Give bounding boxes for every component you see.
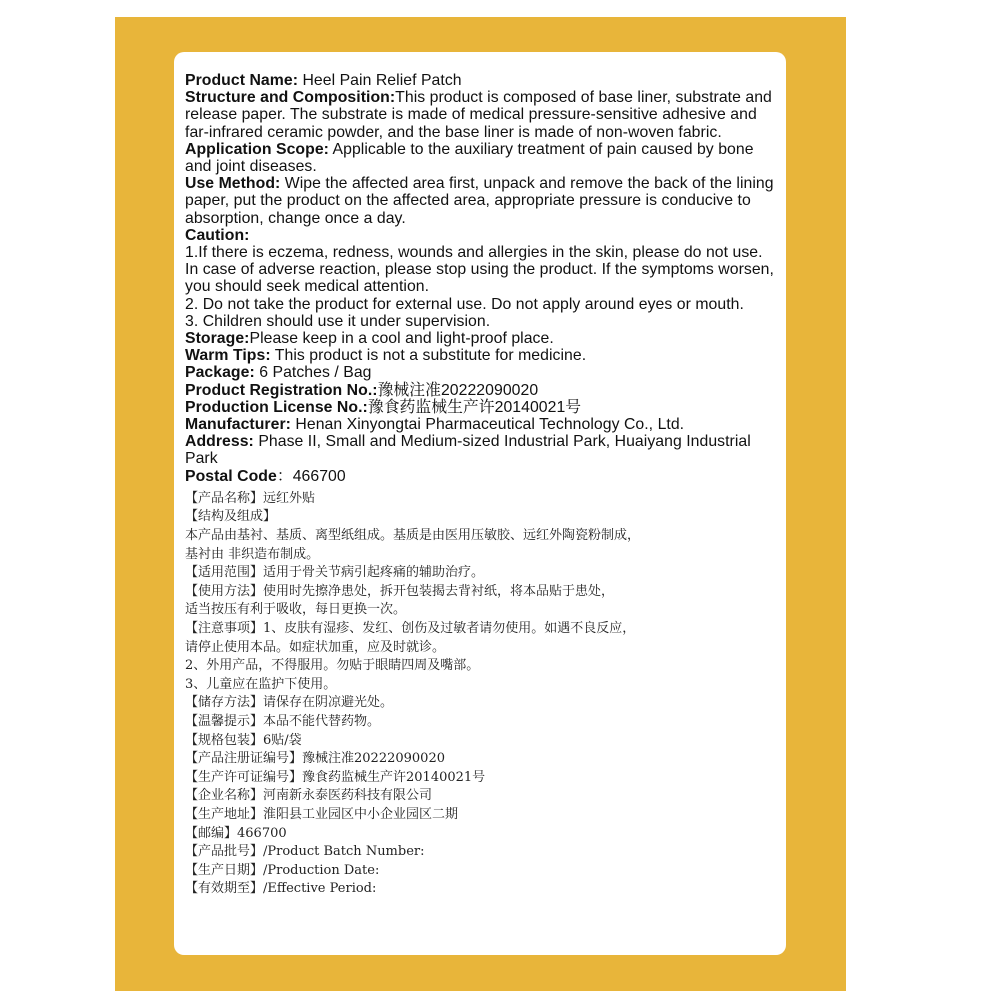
product-name-line [185,72,776,89]
cn-line: 【产品批号】/Product Batch Number: [185,844,425,860]
use-method-label: Use Method: [185,175,281,193]
caution-item: 3. Children should use it under supervision. [185,312,491,330]
warm-tips-line [185,347,776,364]
postal-label: Postal Code [185,467,277,485]
caution-heading [185,227,776,244]
package-value: 6 Patches / Bag [254,364,372,382]
registration-value: 豫械注准20222090020 [377,381,539,399]
chinese-section [185,490,776,899]
license-line [185,399,776,416]
product-name-label: Product Name: [185,72,299,89]
cn-line: 2、外用产品，不得服用。勿贴于眼睛四周及嘴部。 [185,658,480,674]
cn-line: 【使用方法】使用时先擦净患处，拆开包装揭去背衬纸，将本品贴于患处， [185,583,615,599]
storage-value: Please keep in a cool and light-proof place. [249,330,554,348]
cn-line: 【有效期至】/Effective Period: [185,881,377,897]
caution-item: 1.If there is eczema, redness, wounds and allergies in the skin, please do not use. In case of adverse reaction, please stop using the product. If the symptoms worsen, you should seek medical attention. [185,244,774,296]
cn-line: 请停止使用本品。如症状加重，应及时就诊。 [185,639,446,655]
license-value: 豫食药监械生产许20140021号 [367,398,582,416]
license-label: Production License No.: [185,398,368,416]
manufacturer-line [185,416,776,433]
cn-line: 【适用范围】适用于骨关节病引起疼痛的辅助治疗。 [185,565,485,581]
registration-line [185,382,776,399]
cn-line: 【生产日期】/Production Date: [185,862,380,878]
cn-line: 【规格包装】6贴/袋 [185,732,302,748]
scope-label: Application Scope: [185,140,329,158]
use-method-line [185,175,776,227]
cn-line: 【结构及组成】 [185,509,277,525]
address-label: Address: [185,433,254,451]
cn-line: 【生产许可证编号】豫食药监械生产许20140021号 [185,769,486,785]
caution-item: 2. Do not take the product for external use. Do not apply around eyes or mouth. [185,295,744,313]
scope-line [185,141,776,175]
cn-line: 【注意事项】1、皮肤有湿疹、发红、创伤及过敏者请勿使用。如遇不良反应， [185,621,636,637]
product-name-value: Heel Pain Relief Patch [298,72,462,89]
cn-line: 【储存方法】请保存在阴凉避光处。 [185,695,394,711]
cn-line: 【温馨提示】本品不能代替药物。 [185,714,381,729]
cn-line: 【产品注册证编号】豫械注准20222090020 [185,751,445,767]
structure-value: This product is composed of base liner, substrate and release paper. The substrate is made of medical pressure-sensitive adhesive and far-infrared ceramic powder, and the base liner is made of non-woven fabric. [185,89,772,141]
structure-line [185,89,776,141]
cn-line: 基衬由 非织造布制成。 [185,546,320,562]
package-line [185,364,776,381]
storage-label: Storage: [185,330,250,348]
registration-label: Product Registration No.: [185,381,378,399]
manufacturer-value: Henan Xinyongtai Pharmaceutical Technology Co., Ltd. [290,416,685,434]
caution-label: Caution: [185,226,250,244]
warm-tips-value: This product is not a substitute for medicine. [270,347,587,365]
english-section [185,72,776,485]
cn-line: 适当按压有利于吸收，每日更换一次。 [185,602,407,618]
label-card [174,52,786,955]
cn-line: 本产品由基衬、基质、离型纸组成。基质是由医用压敏胶、远红外陶瓷粉制成， [185,528,641,544]
cn-line: 【企业名称】河南新永泰医药科技有限公司 [185,788,433,804]
storage-line [185,330,776,347]
postal-line [185,468,776,485]
warm-tips-label: Warm Tips: [185,347,271,365]
postal-value: ：466700 [276,467,346,485]
manufacturer-label: Manufacturer: [185,416,291,434]
package-label: Package: [185,364,255,382]
structure-label: Structure and Composition: [185,89,396,107]
cn-line: 【邮编】466700 [185,825,287,841]
scope-value: Applicable to the auxiliary treatment of pain caused by bone and joint diseases. [185,140,754,176]
cn-line: 【产品名称】远红外贴 [185,490,316,506]
address-line [185,433,776,467]
use-method-value: Wipe the affected area first, unpack and remove the back of the lining paper, put the product on the affected area, appropriate pressure is conducive to absorption, change once a day. [185,175,774,227]
cn-line: 3、儿童应在监护下使用。 [185,676,337,692]
address-value: Phase II, Small and Medium-sized Industrial Park, Huaiyang Industrial Park [185,433,751,468]
cn-line: 【生产地址】淮阳县工业园区中小企业园区二期 [185,806,459,822]
